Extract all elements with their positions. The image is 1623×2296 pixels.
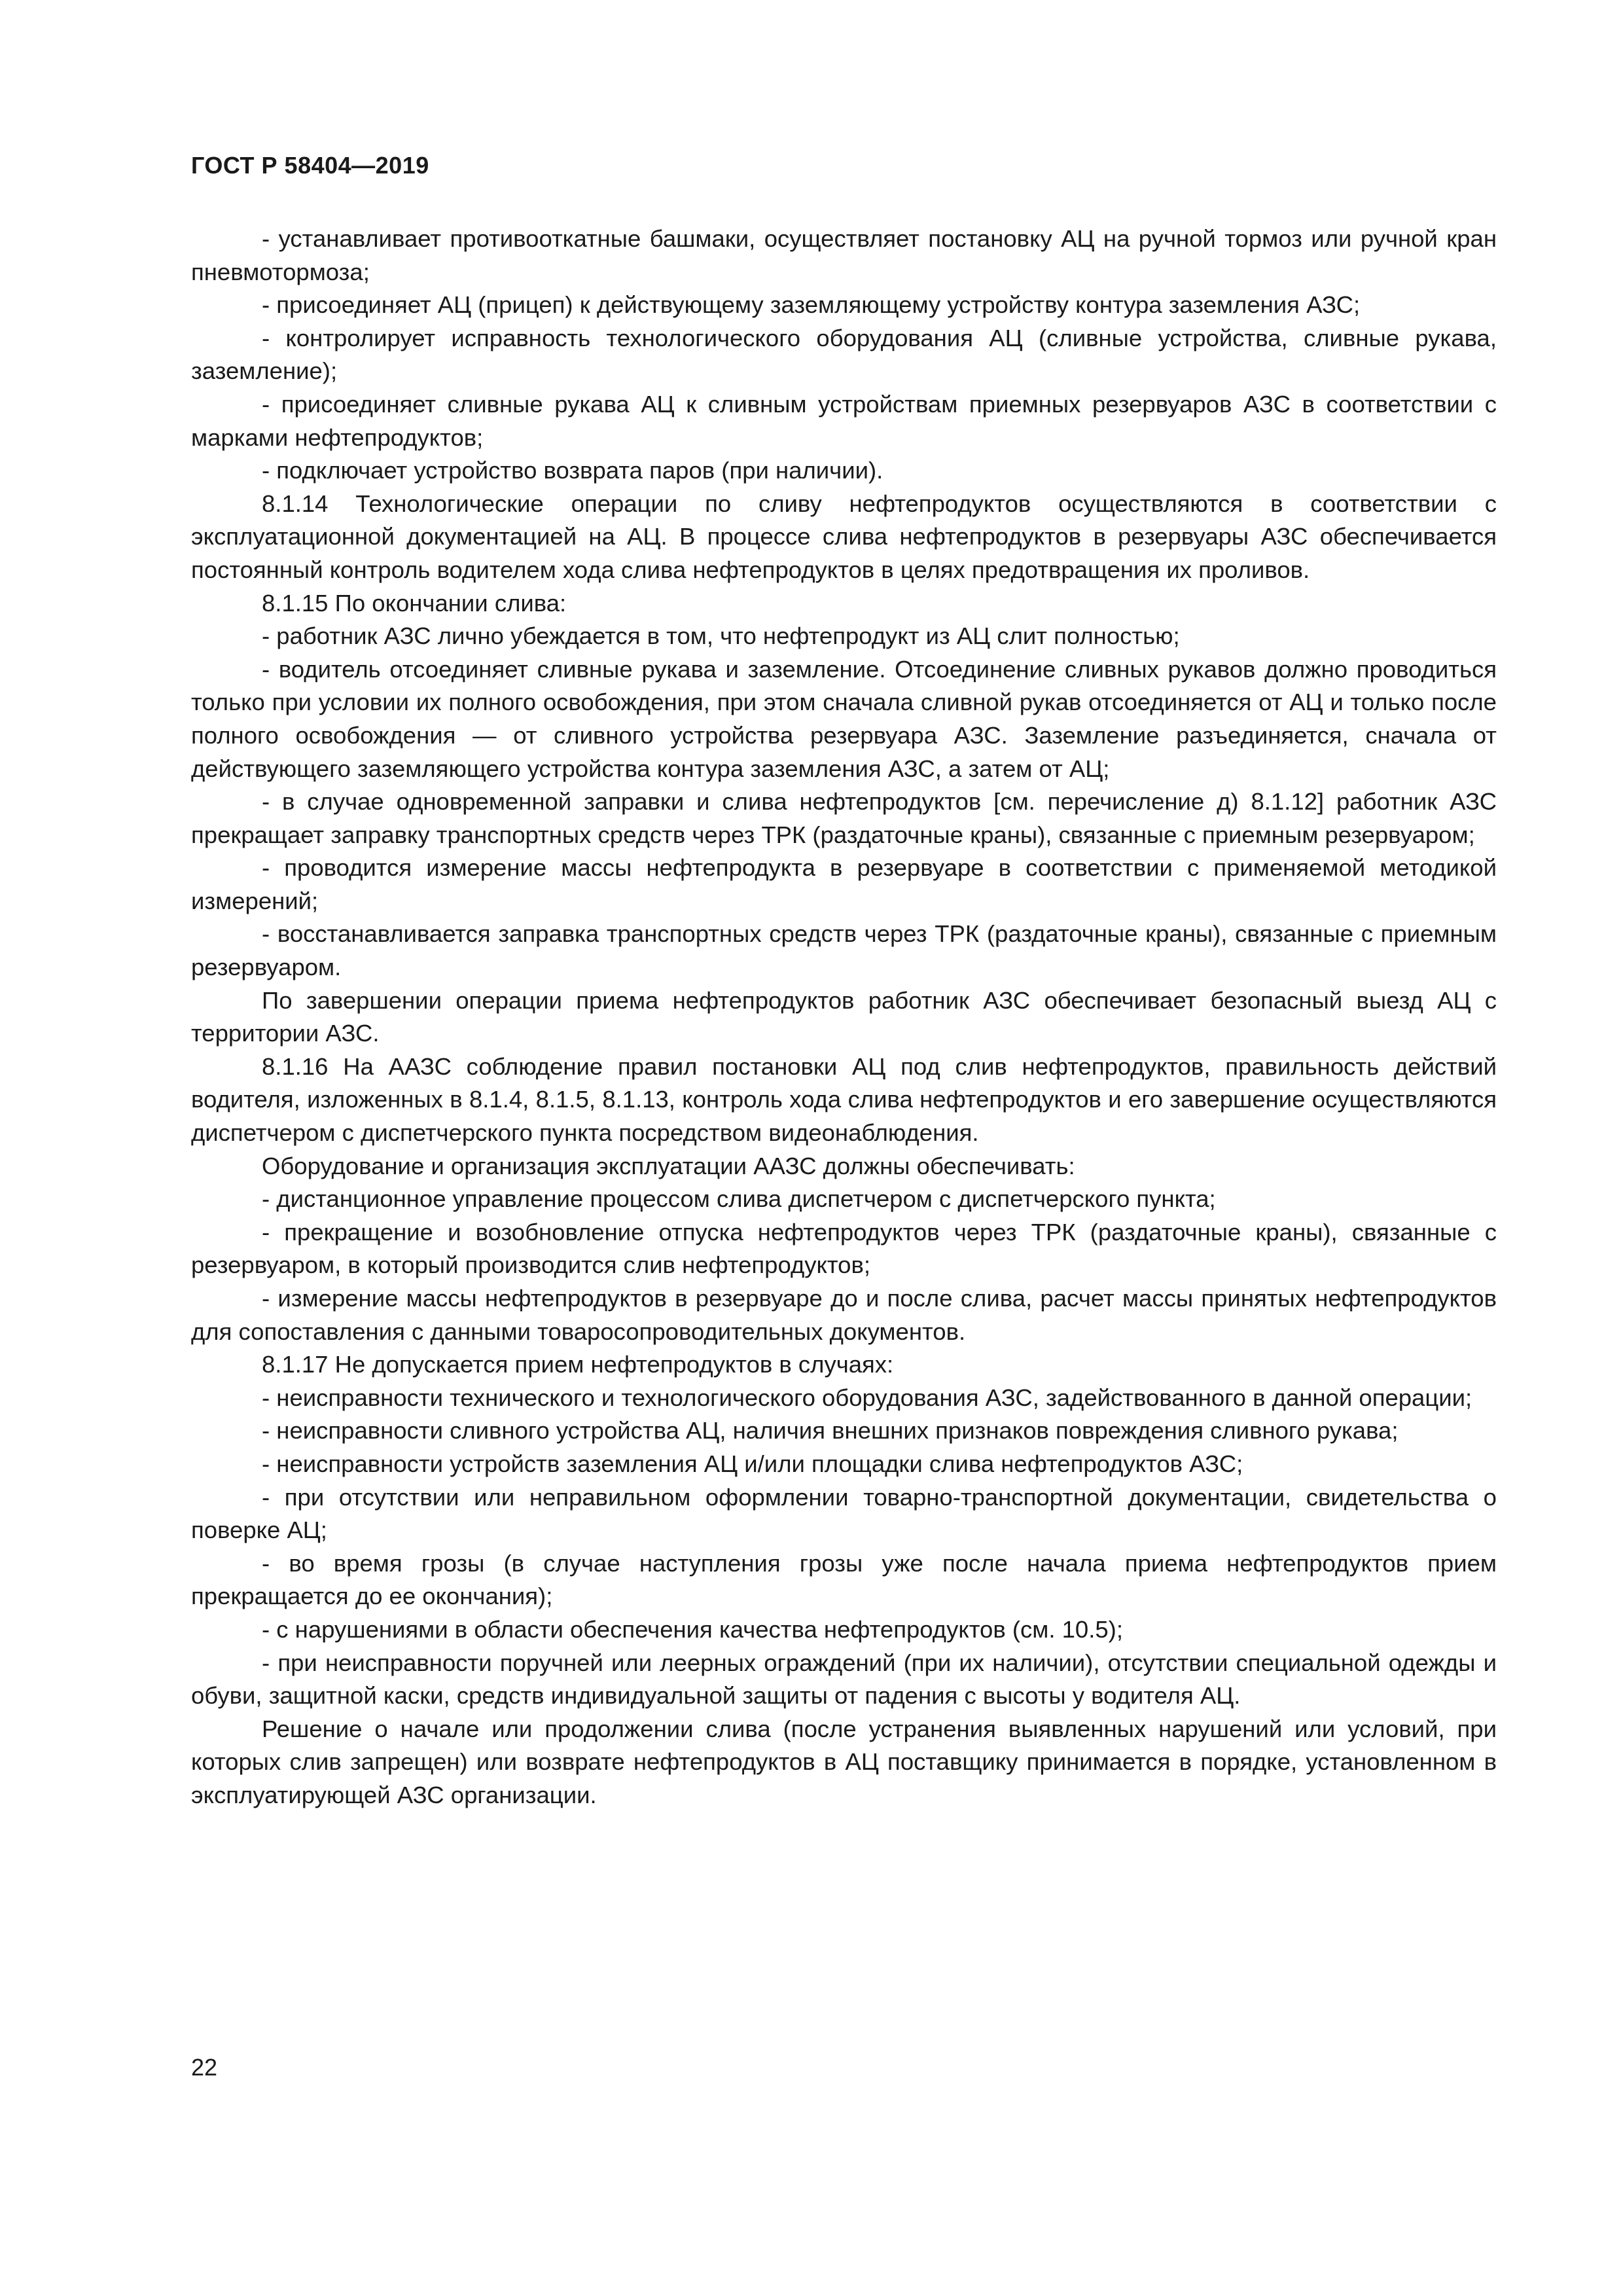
paragraph: - измерение массы нефтепродуктов в резервуаре до и после слива, расчет массы принятых нефтепродуктов для сопоставления с данными товаросопроводительных документов. [191, 1285, 1497, 1345]
paragraph: - в случае одновременной заправки и слива нефтепродуктов [см. перечисление д) 8.1.12] работник АЗС прекращает заправку транспортных средств через ТРК (раздаточные краны), связанные с приемным резервуаром; [191, 788, 1497, 848]
paragraph: - присоединяет АЦ (прицеп) к действующему заземляющему устройству контура заземления АЗС; [262, 291, 1361, 319]
paragraph: - прекращение и возобновление отпуска нефтепродуктов через ТРК (раздаточные краны), связанные с резервуаром, в который производится слив нефтепродуктов; [191, 1218, 1497, 1279]
clause-8-1-17: 8.1.17 Не допускается прием нефтепродуктов в случаях: [262, 1351, 894, 1378]
paragraph: - проводится измерение массы нефтепродукта в резервуаре в соответствии с применяемой методикой измерений; [191, 854, 1497, 914]
paragraph: - подключает устройство возврата паров (при наличии). [262, 457, 883, 484]
clause-8-1-16: 8.1.16 На ААЗС соблюдение правил постановки АЦ под слив нефтепродуктов, правильность действий водителя, изложенных в 8.1.4, 8.1.5, 8.1.13, контроль хода слива нефтепродуктов и его завершение осуществляются диспетчером с диспетчерского пункта посредством видеонаблюдения. [191, 1052, 1497, 1147]
clause-8-1-15: 8.1.15 По окончании слива: [262, 589, 567, 617]
paragraph: - дистанционное управление процессом слива диспетчером с диспетчерского пункта; [262, 1185, 1216, 1213]
paragraph: - неисправности сливного устройства АЦ, наличия внешних признаков повреждения сливного рукава; [262, 1417, 1399, 1444]
paragraph: - восстанавливается заправка транспортных средств через ТРК (раздаточные краны), связанные с приемным резервуаром. [191, 920, 1497, 981]
paragraph: - при неисправности поручней или леерных ограждений (при их наличии), отсутствии специальной одежды и обуви, защитной каски, средств индивидуальной защиты от падения с высоты у водителя АЦ. [191, 1649, 1497, 1710]
paragraph: - устанавливает противооткатные башмаки, осуществляет постановку АЦ на ручной тормоз или ручной кран пневмотормоза; [191, 225, 1497, 285]
page-number: 22 [191, 2054, 218, 2081]
paragraph: Решение о начале или продолжении слива (после устранения выявленных нарушений или условий, при которых слив запрещен) или возврате нефтепродуктов в АЦ поставщику принимается в порядке, установленном в эксплуатирующей АЗС организации. [191, 1715, 1497, 1808]
paragraph: - при отсутствии или неправильном оформлении товарно-транспортной документации, свидетельства о поверке АЦ; [191, 1483, 1497, 1544]
paragraph: Оборудование и организация эксплуатации ААЗС должны обеспечивать: [262, 1152, 1075, 1179]
document-body [191, 223, 1497, 1812]
paragraph: - с нарушениями в области обеспечения качества нефтепродуктов (см. 10.5); [262, 1615, 1123, 1643]
paragraph: - работник АЗС лично убеждается в том, что нефтепродукт из АЦ слит полностью; [262, 622, 1180, 650]
paragraph: - присоединяет сливные рукава АЦ к сливным устройствам приемных резервуаров АЗС в соответствии с марками нефтепродуктов; [191, 390, 1497, 451]
paragraph: - водитель отсоединяет сливные рукава и заземление. Отсоединение сливных рукавов должно проводиться только при условии их полного освобождения, при этом сначала сливной рукав отсоединяется от АЦ и только после полного освобождения — от сливного устройства резервуара АЗС. Заземление разъединяется, сначала от действующего заземляющего устройства контура заземления АЗС, а затем от АЦ; [191, 655, 1497, 782]
paragraph: - неисправности технического и технологического оборудования АЗС, задействованного в данной операции; [262, 1384, 1472, 1411]
paragraph: По завершении операции приема нефтепродуктов работник АЗС обеспечивает безопасный выезд АЦ с территории АЗС. [191, 986, 1497, 1047]
paragraph: - контролирует исправность технологического оборудования АЦ (сливные устройства, сливные рукава, заземление); [191, 324, 1497, 385]
clause-8-1-14: 8.1.14 Технологические операции по сливу нефтепродуктов осуществляются в соответствии с эксплуатационной документацией на АЦ. В процессе слива нефтепродуктов в резервуары АЗС обеспечивается постоянный контроль водителем хода слива нефтепродуктов в целях предотвращения их проливов. [191, 490, 1497, 583]
paragraph: - неисправности устройств заземления АЦ и/или площадки слива нефтепродуктов АЗС; [262, 1450, 1243, 1477]
paragraph: - во время грозы (в случае наступления грозы уже после начала приема нефтепродуктов прием прекращается до ее окончания); [191, 1549, 1497, 1610]
document-header: ГОСТ Р 58404—2019 [191, 152, 429, 179]
